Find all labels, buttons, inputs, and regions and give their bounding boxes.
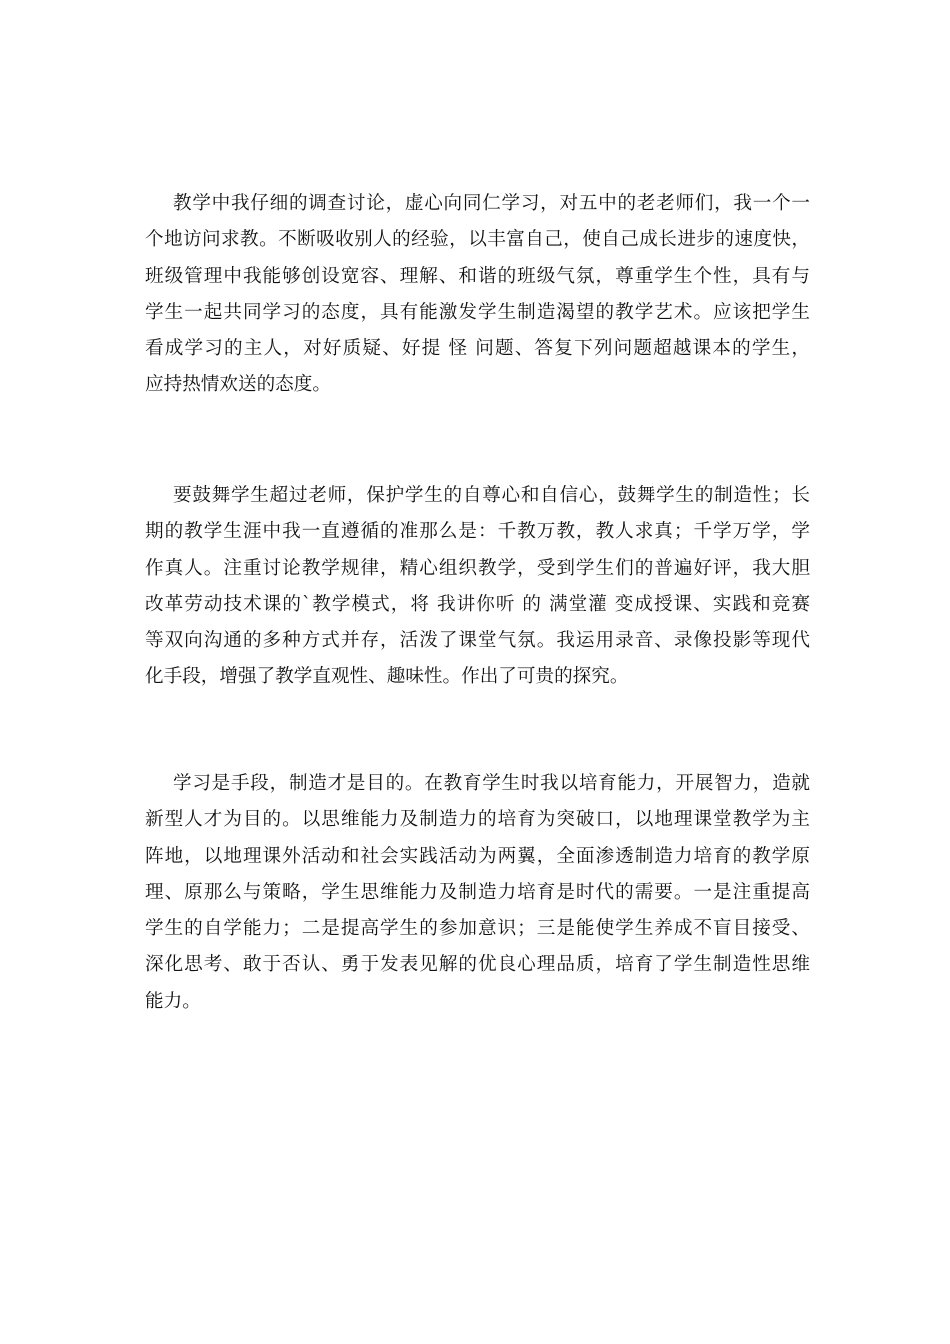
paragraph-line: 应持热情欢送的态度。	[145, 374, 331, 396]
paragraph-line: 能力。	[145, 990, 201, 1012]
paragraph-2	[145, 478, 810, 696]
paragraph-line: 作真人。注重讨论教学规律，精心组织教学，受到学生们的普遍好评，我大胆	[145, 557, 810, 579]
paragraph-3	[145, 766, 810, 1020]
paragraph-line: 个地访问求教。不断吸收别人的经验，以丰富自己，使自己成长进步的速度快，	[145, 229, 810, 251]
paragraph-1	[145, 186, 810, 404]
paragraph-line: 看成学习的主人，对好质疑、好提 怪 问题、答复下列问题超越课本的学生，	[145, 338, 810, 360]
paragraph-line: 学习是手段，制造才是目的。在教育学生时我以培育能力，开展智力，造就	[173, 773, 810, 794]
paragraph-line: 学生一起共同学习的态度，具有能激发学生制造渴望的教学艺术。应该把学生	[145, 301, 810, 323]
paragraph-line: 理、原那么与策略，学生思维能力及制造力培育是时代的需要。一是注重提高	[145, 881, 810, 903]
paragraph-line: 班级管理中我能够创设宽容、理解、和谐的班级气氛，尊重学生个性，具有与	[145, 265, 810, 287]
paragraph-line: 阵地，以地理课外活动和社会实践活动为两翼，全面渗透制造力培育的教学原	[145, 845, 810, 867]
paragraph-line: 要鼓舞学生超过老师，保护学生的自尊心和自信心，鼓舞学生的制造性；长	[173, 485, 810, 506]
paragraph-line: 深化思考、敢于否认、勇于发表见解的优良心理品质，培育了学生制造性思维	[145, 954, 810, 976]
paragraph-line: 教学中我仔细的调查讨论，虚心向同仁学习，对五中的老老师们，我一个一	[173, 193, 810, 214]
paragraph-line: 改革劳动技术课的`教学模式，将 我讲你听 的 满堂灌 变成授课、实践和竞赛	[145, 593, 810, 615]
paragraph-line: 化手段，增强了教学直观性、趣味性。作出了可贵的探究。	[145, 666, 629, 688]
paragraph-line: 期的教学生涯中我一直遵循的准那么是：千教万教，教人求真；千学万学，学	[145, 521, 810, 543]
paragraph-line: 等双向沟通的多种方式并存，活泼了课堂气氛。我运用录音、录像投影等现代	[145, 630, 810, 652]
paragraph-line: 新型人才为目的。以思维能力及制造力的培育为突破口，以地理课堂教学为主	[145, 809, 810, 831]
paragraph-line: 学生的自学能力；二是提高学生的参加意识；三是能使学生养成不盲目接受、	[145, 918, 810, 940]
